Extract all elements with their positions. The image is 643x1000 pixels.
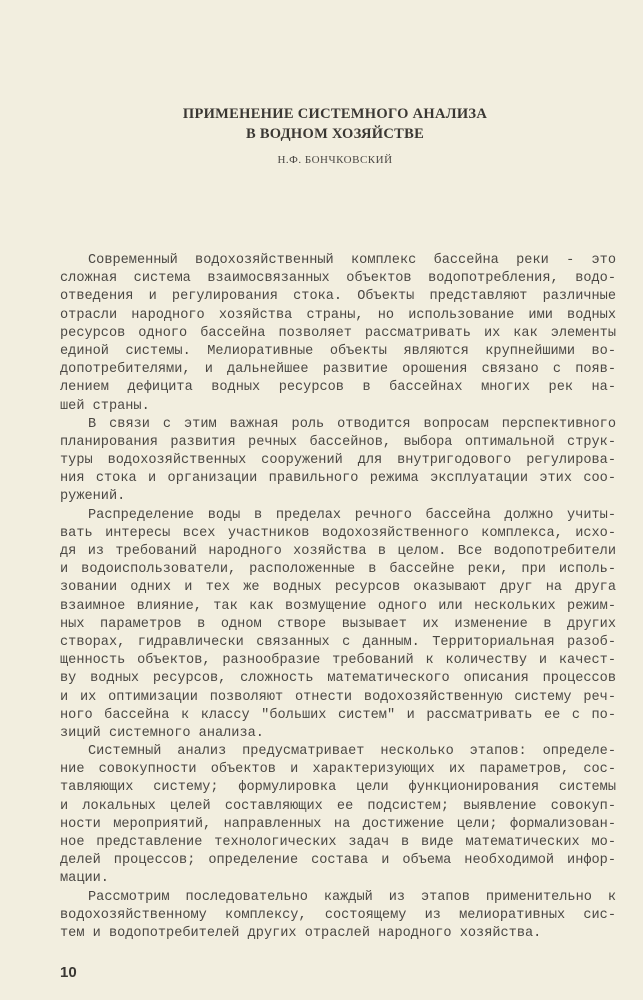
text-line: сложная система взаимосвязанных объектов водопотребления, водо- bbox=[60, 271, 616, 287]
paragraph bbox=[60, 252, 616, 416]
text-line: ружений. bbox=[60, 489, 126, 505]
text-line: ресурсов одного бассейна позволяет рассматривать их как элементы bbox=[60, 325, 616, 341]
text-line: ных параметров в одном створе вызывает их изменение в других bbox=[60, 616, 616, 632]
text-line: мации. bbox=[60, 871, 109, 887]
text-line: и их оптимизации позволяют отнести водохозяйственную систему реч- bbox=[60, 689, 616, 705]
text-line: ния стока и организации правильного режима эксплуатации этих соо- bbox=[60, 471, 616, 487]
text-line: отведения и регулирования стока. Объекты представляют различные bbox=[60, 289, 616, 305]
text-line: вать интересы всех участников водохозяйственного комплекса, исхо- bbox=[60, 525, 616, 541]
article-title-line-1: ПРИМЕНЕНИЕ СИСТЕМНОГО АНАЛИЗА bbox=[182, 106, 488, 122]
text-line: ву водных ресурсов, сложность математического описания процессов bbox=[60, 671, 616, 687]
text-line: взаимное влияние, так как возмущение одного или нескольких режим- bbox=[60, 598, 616, 614]
text-line: тем и водопотребителей других отраслей народного хозяйства. bbox=[60, 925, 542, 941]
text-line: створах, гидравлически связанных с данным. Территориальная разоб- bbox=[60, 634, 616, 650]
text-line: лением дефицита водных ресурсов в бассейнах многих рек на- bbox=[60, 380, 616, 396]
text-line: туры водохозяйственных сооружений для внутригодового регулирова- bbox=[60, 453, 616, 469]
paragraph bbox=[60, 743, 616, 889]
text-line: планирования развития речных бассейнов, выбора оптимальной струк- bbox=[60, 434, 616, 450]
paragraph bbox=[60, 416, 616, 507]
text-line: Системный анализ предусматривает несколько этапов: определе- bbox=[88, 744, 616, 760]
paragraph bbox=[60, 889, 616, 944]
text-line: единой системы. Мелиоративные объекты являются крупнейшими во- bbox=[60, 343, 616, 359]
text-line: щенность объектов, разнообразие требований к количеству и качест- bbox=[60, 653, 616, 669]
text-line: шей страны. bbox=[60, 398, 150, 414]
text-line: зовании одних и тех же водных ресурсов оказывают друг на друга bbox=[60, 580, 616, 596]
text-line: зиций системного анализа. bbox=[60, 725, 264, 741]
text-line: допотребителями, и дальнейшее развитие орошения связано с появ- bbox=[60, 362, 616, 378]
text-line: и локальных целей составляющих ее подсистем; выявление совокуп- bbox=[60, 798, 616, 814]
page-number: 10 bbox=[60, 964, 77, 981]
text-line: ности мероприятий, направленных на достижение цели; формализован- bbox=[60, 816, 616, 832]
text-line: дя из требований народного хозяйства в целом. Все водопотребители bbox=[60, 544, 616, 559]
text-line: Рассмотрим последовательно каждый из этапов применительно к bbox=[88, 889, 616, 905]
text-line: ние совокупности объектов и характеризующих их параметров, сос- bbox=[60, 762, 616, 778]
text-line: Современный водохозяйственный комплекс бассейна реки - это bbox=[88, 253, 616, 268]
article-body bbox=[60, 252, 616, 943]
text-line: ного бассейна к классу "больших систем" и рассматривать ее с по- bbox=[60, 707, 616, 723]
text-line: водохозяйственному комплексу, состоящему из мелиоративных сис- bbox=[60, 907, 616, 923]
text-line: тавляющих систему; формулировка цели функционирования системы bbox=[60, 780, 616, 796]
article-title-line-2: В ВОДНОМ ХОЗЯЙСТВЕ bbox=[245, 126, 425, 142]
text-line: отрасли народного хозяйства страны, но использование ими водных bbox=[60, 307, 616, 323]
text-line: Распределение воды в пределах речного бассейна должно учиты- bbox=[88, 507, 616, 523]
text-line: делей процессов; определение состава и объема необходимой инфор- bbox=[60, 853, 616, 869]
text-line: В связи с этим важная роль отводится вопросам перспективного bbox=[88, 416, 616, 432]
paragraph bbox=[60, 507, 616, 743]
text-line: ное представление технологических задач в виде математических мо- bbox=[60, 835, 616, 850]
article-author: Н.Ф. БОНЧКОВСКИЙ bbox=[277, 154, 393, 166]
text-line: и водоиспользователи, расположенные в бассейне реки, при исполь- bbox=[60, 562, 616, 578]
